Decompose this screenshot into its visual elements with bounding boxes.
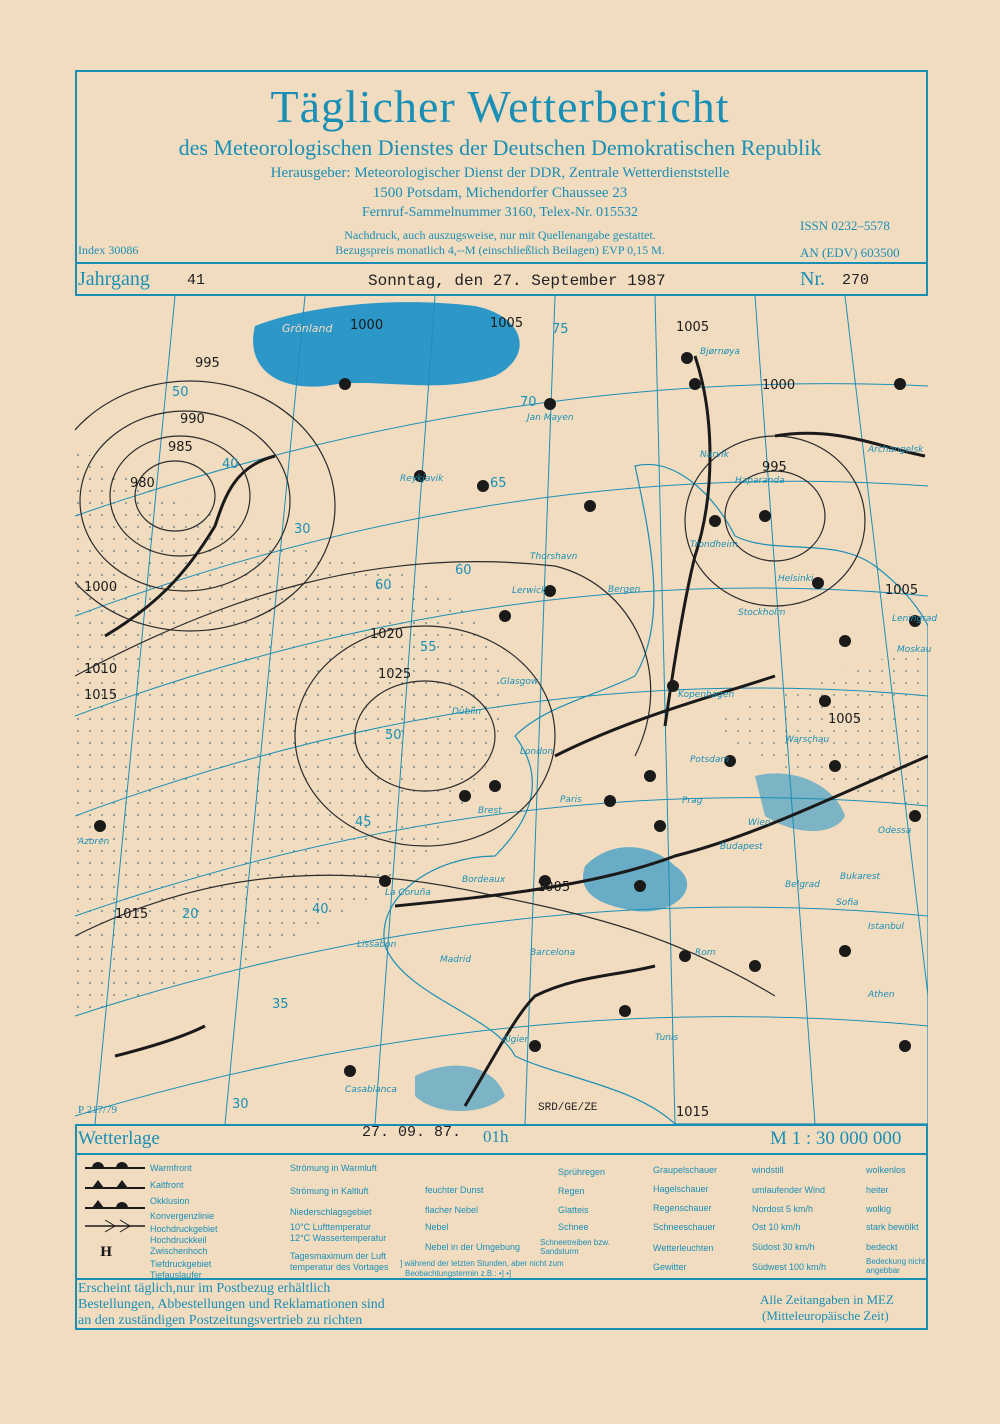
legend-hochkeil: Hochdruckkeil xyxy=(150,1235,207,1245)
legend-hoch: Hochdruckgebiet xyxy=(150,1224,218,1234)
latitude-label: 30 xyxy=(294,522,311,537)
nr-value: 270 xyxy=(842,272,870,289)
isobar-label: 1005 xyxy=(537,880,571,895)
legend-schneeschauer: Schneeschauer xyxy=(653,1222,716,1232)
jahrgang-value: 41 xyxy=(187,272,206,289)
legend-okklusion: Okklusion xyxy=(150,1196,190,1206)
place-label: Bordeaux xyxy=(462,875,506,885)
latitude-label: 20 xyxy=(182,907,199,922)
divider xyxy=(75,1124,928,1126)
latitude-label: 70 xyxy=(520,395,537,410)
legend-wetterleuchten: Wetterleuchten xyxy=(653,1243,714,1253)
subscription-note-2: Bestellungen, Abbestellungen und Reklamationen sind xyxy=(78,1297,385,1312)
latitude-label: 40 xyxy=(222,457,239,472)
place-label: Brest xyxy=(478,806,502,816)
legend-nebel-umgebung: Nebel in der Umgebung xyxy=(425,1242,521,1252)
isobar-label: 1005 xyxy=(828,712,862,727)
isobar-label: 1010 xyxy=(84,662,118,677)
legend-bedeckt: bedeckt xyxy=(866,1242,898,1252)
latitude-label: 30 xyxy=(232,1097,249,1112)
reprint-note: Nachdruck, auch auszugsweise, nur mit Quellenangabe gestattet. xyxy=(344,228,656,242)
legend-wolkenlos: wolkenlos xyxy=(866,1165,906,1175)
legend-note-2: Beobachtungstermin z.B.: •] •] xyxy=(405,1269,512,1278)
isobar-label: 1005 xyxy=(490,316,524,331)
isobar-label: 1015 xyxy=(115,907,149,922)
place-label: Thorshavn xyxy=(530,552,578,562)
publisher-phone: Fernruf-Sammelnummer 3160, Telex-Nr. 015532 xyxy=(362,205,638,220)
latitude-label: 60 xyxy=(375,578,392,593)
latitude-label: 50 xyxy=(385,728,402,743)
price-note: Bezugspreis monatlich 4,--M (einschließlich Beilagen) EVP 0,15 M. xyxy=(335,243,665,257)
place-label: Potsdam xyxy=(690,755,730,765)
legend-regen: Regen xyxy=(558,1186,585,1196)
legend-gewitter: Gewitter xyxy=(653,1262,687,1272)
latitude-label: 55 xyxy=(420,640,437,655)
isobar-label: 1005 xyxy=(676,320,710,335)
issn: ISSN 0232–5578 xyxy=(800,218,890,233)
place-label: Sofia xyxy=(836,898,859,908)
place-label: Madrid xyxy=(440,955,471,965)
legend-lufttemp: 10°C Lufttemperatur xyxy=(290,1222,372,1232)
legend-tiefauslaufer: Tiefauslaufer xyxy=(150,1270,202,1280)
issue-date: Sonntag, den 27. September 1987 xyxy=(368,272,666,290)
place-label: Haparanda xyxy=(735,476,785,486)
place-label: Glasgow xyxy=(500,677,539,687)
publisher-line: Herausgeber: Meteorologischer Dienst der DDR, Zentrale Wetterdienststelle xyxy=(270,165,730,181)
place-label: Jan Mayen xyxy=(527,413,574,423)
latitude-label: 45 xyxy=(355,815,372,830)
place-label: Lerwick xyxy=(512,586,547,596)
place-label: Dublin xyxy=(452,707,482,717)
isobar-label: 1000 xyxy=(762,378,796,393)
latitude-label: 60 xyxy=(455,563,472,578)
place-label: Warschau xyxy=(785,735,830,745)
legend-stark-bewoelkt: stark bewölkt xyxy=(866,1222,919,1232)
greenland-landmass xyxy=(253,302,520,387)
map-time: 01h xyxy=(483,1127,509,1146)
legend-flacher-nebel: flacher Nebel xyxy=(425,1205,479,1215)
legend-dunst: feuchter Dunst xyxy=(425,1185,484,1195)
place-label: Helsinki xyxy=(778,574,814,584)
place-label: Prag xyxy=(682,796,703,806)
legend-note: ] während der letzten Stunden, aber nicht zum xyxy=(400,1259,564,1268)
legend-heiter: heiter xyxy=(866,1185,889,1195)
place-label: Kopenhagen xyxy=(678,690,735,700)
latitude-label: 65 xyxy=(490,476,507,491)
nr-label: Nr. xyxy=(800,268,825,290)
map-scale: M 1 : 30 000 000 xyxy=(770,1128,902,1149)
place-label: Trondheim xyxy=(690,540,738,550)
place-label: Odessa xyxy=(878,826,912,836)
index-number: Index 30086 xyxy=(78,243,139,257)
subscription-note-3: an den zuständigen Postzeitungsvertrieb zu richten xyxy=(78,1313,363,1328)
divider xyxy=(75,1278,928,1280)
latitude-label: 50 xyxy=(172,385,189,400)
legend-schneetreiben: Schneetreiben bzw. Sandsturm xyxy=(540,1238,610,1256)
latitude-label: 40 xyxy=(312,902,329,917)
place-label: Wien xyxy=(748,818,771,828)
place-label: Barcelona xyxy=(530,948,576,958)
jahrgang-label: Jahrgang xyxy=(78,268,150,290)
publisher-address: 1500 Potsdam, Michendorfer Chaussee 23 xyxy=(372,185,628,201)
isobar-label: 980 xyxy=(130,476,155,491)
legend-hagel: Hagelschauer xyxy=(653,1184,709,1194)
isobar-label: 1020 xyxy=(370,627,404,642)
front-symbols xyxy=(80,1158,150,1273)
place-label: La Coruña xyxy=(385,888,431,898)
latitude-label: 75 xyxy=(552,322,569,337)
place-label: Bergen xyxy=(608,585,641,595)
place-label: Algier xyxy=(502,1035,529,1045)
map-date: 27. 09. 87. xyxy=(362,1124,462,1141)
an-number: AN (EDV) 603500 xyxy=(800,245,900,260)
legend-tagesmax: Tagesmaximum der Luft xyxy=(290,1251,387,1261)
latitude-label: 35 xyxy=(272,997,289,1012)
legend-nordost: Nordost 5 km/h xyxy=(752,1204,814,1214)
place-label: London xyxy=(520,747,554,757)
page-title: Täglicher Wetterbericht xyxy=(270,81,730,132)
place-label: Paris xyxy=(560,795,582,805)
place-label: Narvik xyxy=(700,450,729,460)
place-label: Reykjavik xyxy=(400,474,444,484)
place-label: Rom xyxy=(695,948,716,958)
isobar-label: 1025 xyxy=(378,667,412,682)
place-label: Grönland xyxy=(282,322,333,335)
isobar-label: 995 xyxy=(195,356,220,371)
legend-spruehregen: Sprühregen xyxy=(558,1167,606,1177)
place-label: Leningrad xyxy=(892,614,938,624)
legend-suedwest: Südwest 100 km/h xyxy=(752,1262,827,1272)
legend-warmfront: Warmfront xyxy=(150,1163,192,1173)
legend-kaltluft: Strömung in Kaltluft xyxy=(290,1186,369,1196)
legend-nebel: Nebel xyxy=(425,1222,449,1232)
timezone-note: Alle Zeitangaben in MEZ xyxy=(760,1292,894,1307)
legend-windstill: windstill xyxy=(752,1165,784,1175)
legend-graupel: Graupelschauer xyxy=(653,1165,718,1175)
timezone-note-2: (Mitteleuropäische Zeit) xyxy=(762,1308,889,1323)
place-label: Stockholm xyxy=(738,608,786,618)
legend-suedost: Südost 30 km/h xyxy=(752,1242,815,1252)
place-label: Athen xyxy=(868,990,895,1000)
isobar-label: 990 xyxy=(180,412,205,427)
page-subtitle: des Meteorologischen Dienstes der Deutschen Demokratischen Republik xyxy=(178,135,822,160)
wetterlage-label: Wetterlage xyxy=(78,1128,160,1149)
place-label: Istanbul xyxy=(868,922,905,932)
plate-id: P 217/79 xyxy=(78,1104,118,1116)
place-label: Azoren xyxy=(78,837,110,847)
author-code: SRD/GE/ZE xyxy=(538,1102,598,1114)
subscription-note: Erscheint täglich,nur im Postbezug erhältlich xyxy=(78,1281,331,1296)
isobar-label: 1015 xyxy=(676,1105,710,1120)
place-label: Budapest xyxy=(720,842,763,852)
legend-kaltfront: Kaltfront xyxy=(150,1180,184,1190)
isobar-label: 1000 xyxy=(84,580,118,595)
legend-glatteis: Glatteis xyxy=(558,1205,589,1215)
legend-regenschauer: Regenschauer xyxy=(653,1203,712,1213)
legend-wolkig: wolkig xyxy=(866,1204,892,1214)
isobar-label: 1015 xyxy=(84,688,118,703)
legend-warmluft: Strömung in Warmluft xyxy=(290,1163,377,1173)
place-label: Lissabon xyxy=(357,940,397,950)
isobar-label: 995 xyxy=(762,460,787,475)
place-label: Bukarest xyxy=(840,872,881,882)
legend-tief: Tiefdruckgebiet xyxy=(150,1259,212,1269)
svg-text:H: H xyxy=(100,1245,113,1260)
place-label: Belgrad xyxy=(785,880,820,890)
legend-niederschlag: Niederschlagsgebiet xyxy=(290,1207,372,1217)
place-label: Moskau xyxy=(897,645,932,655)
legend-konvergenz: Konvergenzlinie xyxy=(150,1211,215,1221)
place-label: Archangelsk xyxy=(868,445,924,455)
isobar-label: 985 xyxy=(168,440,193,455)
legend-nicht-angebbar: Bedeckung nicht angebbar xyxy=(866,1257,926,1275)
place-label: Casablanca xyxy=(345,1085,397,1095)
legend-ost: Ost 10 km/h xyxy=(752,1222,801,1232)
legend-wassertemp: 12°C Wassertemperatur xyxy=(290,1233,387,1243)
isobar-label: 1000 xyxy=(350,318,384,333)
legend-schnee: Schnee xyxy=(558,1222,589,1232)
legend-umlaufend: umlaufender Wind xyxy=(752,1185,826,1195)
divider xyxy=(75,262,928,264)
legend-tagesmax-2: temperatur des Vortages xyxy=(290,1262,389,1272)
isobar-label: 1005 xyxy=(885,583,919,598)
divider xyxy=(75,1153,928,1155)
legend-zwischenhoch: Zwischenhoch xyxy=(150,1246,208,1256)
place-label: Bjørnøya xyxy=(700,347,740,357)
place-label: Tunis xyxy=(655,1033,679,1043)
